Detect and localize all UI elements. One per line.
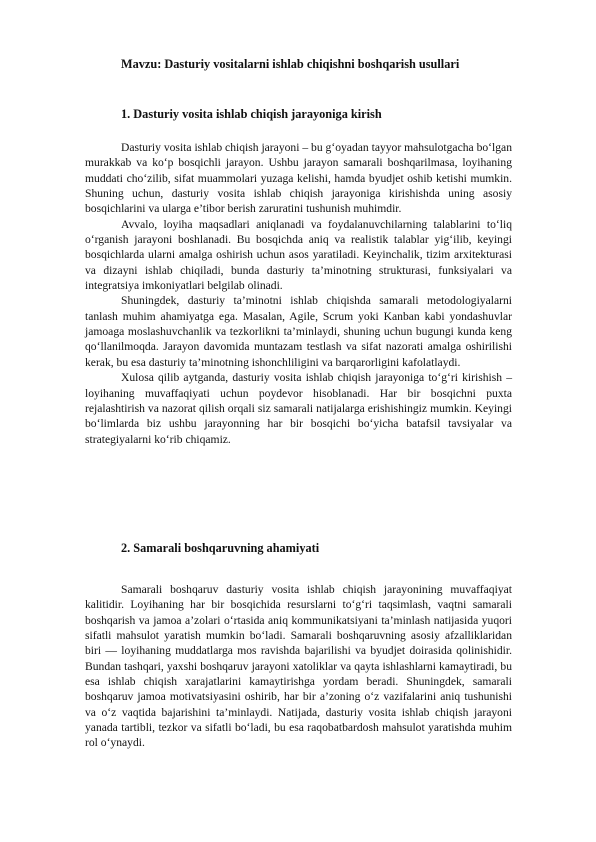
paragraph: Samarali boshqaruv dasturiy vosita ishlab chiqish jarayonining muvaffaqiyat kalitidir. Loyihaning har bir bosqichida resurslarni to‘g‘ri taqsimlash, vaqtni samarali boshqarish va jamoa a’zolari o‘rtasida aniq kommunikatsiyani ta’minlash natijasida yuqori sifatli mahsulot yaratish mumkin bo‘ladi. Samarali boshqaruvning asosiy afzalliklaridan biri — loyihaning muddatlarga mos ravishda bajarilishi va byudjet doirasida qolinishidir. Bundan tashqari, yaxshi boshqaruv jarayoni xatoliklar va qayta ishlashlarni kamaytiradi, bu esa ishlab chiqish xarajatlarini kamaytirishga yordam beradi. Shuningdek, samarali boshqaruv jamoa motivatsiyasini oshirib, har bir a’zoning o‘z vazifalarini aniq tushunishi va o‘z vaqtida bajarishini ta’minlaydi. Natijada, dasturiy vosita ishlab chiqish jarayoni yanada tartibli, tezkor va sifatli bo‘ladi, bu esa raqobatbardosh mahsulot yaratishda muhim rol o‘ynaydi. [85, 583, 512, 750]
section-1-body [85, 140, 512, 447]
section-1-heading: 1. Dasturiy vosita ishlab chiqish jarayoniga kirish [121, 107, 382, 121]
section-2-heading: 2. Samarali boshqaruvning ahamiyati [121, 541, 320, 555]
paragraph: Dasturiy vosita ishlab chiqish jarayoni – bu g‘oyadan tayyor mahsulotgacha bo‘lgan murakkab va ko‘p bosqichli jarayon. Ushbu jarayon samarali boshqarilmasa, loyihaning muddati cho‘zilib, sifat muammolari yuzaga kelishi, hamda byudjet oshib ketishi mumkin. Shuning uchun, dasturiy vosita ishlab chiqish jarayoniga kirishishda uning asosiy bosqichlarini va ularga e’tibor berish zaruratini tushunish muhimdir. [85, 141, 512, 216]
paragraph: Avvalo, loyiha maqsadlari aniqlanadi va foydalanuvchilarning talablarini to‘liq o‘rganish jarayoni boshlanadi. Bu bosqichda aniq va realistik talablar yig‘ilib, keyingi bosqichlarda ularni amalga oshirish uchun asos yaratiladi. Keyinchalik, tizim arxitekturasi va dizayni ishlab chiqiladi, bunda dasturiy ta’minotning strukturasi, funksiyalari va integratsiya imkoniyatlari belgilab olinadi. [85, 217, 512, 293]
paragraph: Xulosa qilib aytganda, dasturiy vosita ishlab chiqish jarayoniga to‘g‘ri kirishish – loyihaning muvaffaqiyati uchun poydevor hisoblanadi. Har bir bosqichni puxta rejalashtirish va nazorat qilish orqali siz samarali natijalarga erishishingiz mumkin. Keyingi bo‘limlarda biz ushbu jarayonning har bir bosqichi bo‘yicha batafsil tavsiyalar va strategiyalarni ko‘rib chiqamiz. [85, 371, 512, 446]
paragraph: Shuningdek, dasturiy ta’minotni ishlab chiqishda samarali metodologiyalarni tanlash muhim ahamiyatga ega. Masalan, Agile, Scrum yoki Kanban kabi yondashuvlar jamoaga moslashuvchanlik va tezkorlikni ta’minlaydi, shuning uchun bugungi kunda keng qo‘llanilmoqda. Jarayon davomida muntazam testlash va sifat nazorati amalga oshirilishi kerak, bu esa dasturiy ta’minotning ishonchliligini va barqarorligini kafolatlaydi. [85, 294, 512, 369]
section-2-body [85, 582, 512, 751]
document-title: Mavzu: Dasturiy vositalarni ishlab chiqishni boshqarish usullari [121, 57, 460, 71]
